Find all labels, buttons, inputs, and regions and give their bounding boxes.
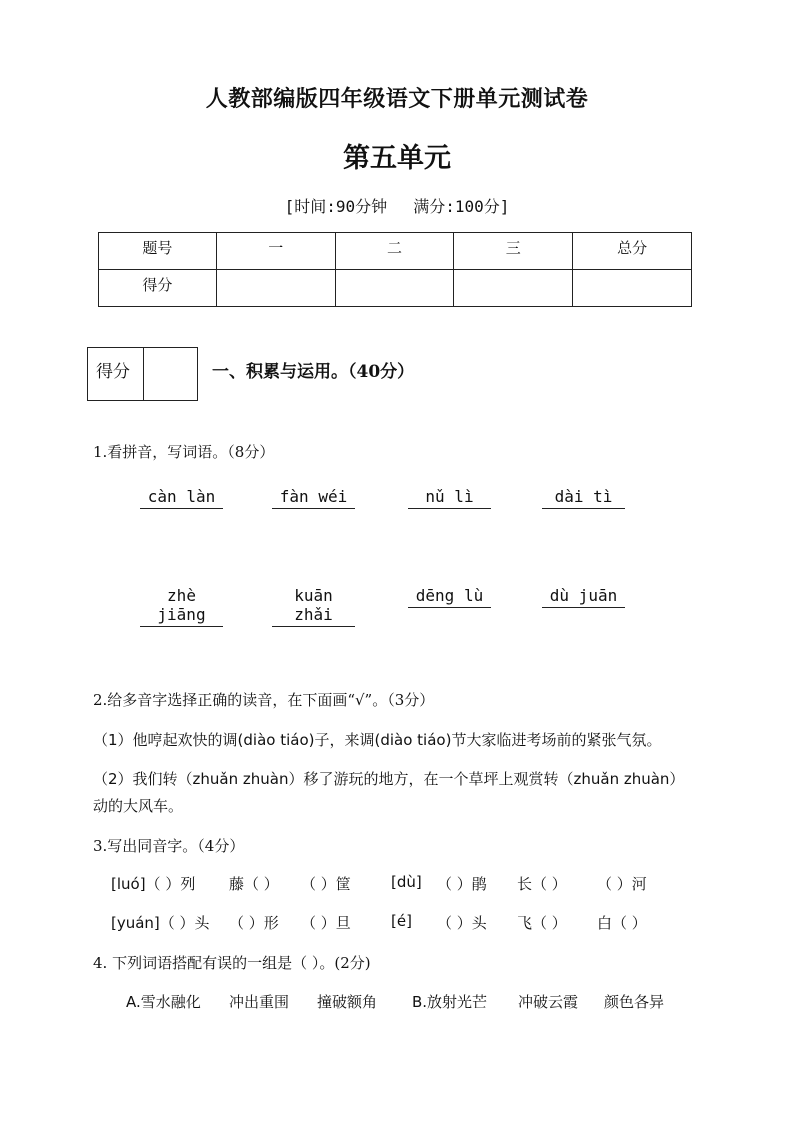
score-head-cell: 一 [216, 233, 335, 270]
exam-time: [时间:90分钟 [284, 197, 388, 216]
section-title: 一、积累与运用。（40分） [212, 362, 415, 382]
pinyin-blank[interactable]: zhè jiāng [140, 586, 223, 627]
unit-title: 第五单元 [343, 143, 451, 174]
section-score-box [87, 347, 198, 401]
full-score: 满分:100分] [413, 197, 510, 216]
score-row-label: 得分 [99, 270, 217, 307]
question-4-prompt: 4. 下列词语搭配有误的一组是（ ）。(2分) [93, 954, 371, 972]
option-b-word-3: 颜色各异 [604, 993, 665, 1011]
question-2-prompt: 2.给多音字选择正确的读音，在下面画“√”。（3分） [93, 691, 435, 709]
homophone-item: [luó]（ ）列 [111, 875, 196, 893]
score-table [98, 232, 692, 307]
question-2-sentence-1: （1）他哼起欢快的调(diào tiáo)子，来调(diào tiáo)节大家临进考场前的紧张气氛。 [93, 731, 662, 749]
score-table-head-row [99, 233, 692, 270]
pinyin-blank[interactable]: kuān zhǎi [272, 586, 355, 627]
pinyin-blank[interactable]: dù juān [542, 586, 625, 608]
time-and-score [0, 194, 794, 217]
pinyin-blank[interactable]: càn làn [140, 487, 223, 509]
homophone-item: （ ）筐 [301, 875, 351, 893]
option-a-word-3: 撞破额角 [317, 993, 378, 1011]
score-table-score-row [99, 270, 692, 307]
homophone-item: 藤（ ） [229, 875, 279, 893]
option-a-word-2: 冲出重围 [229, 993, 290, 1011]
homophone-item: 飞（ ） [517, 914, 567, 932]
homophone-item: （ ）头 [437, 914, 487, 932]
option-b-word-1: B.放射光芒 [412, 993, 488, 1011]
homophone-item: [dù] [391, 873, 422, 891]
question-3-prompt: 3.写出同音字。（4分） [93, 837, 245, 855]
homophone-item: （ ）鹃 [437, 875, 487, 893]
question-1-prompt: 1.看拼音，写词语。（8分） [93, 443, 275, 461]
homophone-item: 长（ ） [517, 875, 567, 893]
homophone-item: （ ）形 [229, 914, 279, 932]
score-cell-2[interactable] [335, 270, 454, 307]
score-cell-total[interactable] [573, 270, 692, 307]
score-head-cell: 二 [335, 233, 454, 270]
exam-title: 人教部编版四年级语文下册单元测试卷 [205, 86, 589, 112]
pinyin-blank[interactable]: dēng lù [408, 586, 491, 608]
score-cell-1[interactable] [216, 270, 335, 307]
pinyin-blank[interactable]: dài tì [542, 487, 625, 509]
option-a-word-1: A.雪水融化 [126, 993, 201, 1011]
score-head-cell: 题号 [99, 233, 217, 270]
homophone-item: [é] [391, 912, 412, 930]
pinyin-blank[interactable]: fàn wéi [272, 487, 355, 509]
score-head-cell: 总分 [573, 233, 692, 270]
pinyin-blank[interactable]: nǔ lì [408, 487, 491, 509]
option-b-word-2: 冲破云霞 [518, 993, 579, 1011]
score-cell-3[interactable] [454, 270, 573, 307]
question-2-sentence-2-cont: 动的大风车。 [93, 797, 184, 815]
homophone-item: 白（ ） [597, 914, 647, 932]
question-2-sentence-2: （2）我们转（zhuǎn zhuàn）移了游玩的地方，在一个草坪上观赏转（zhuǎn zhuàn） [93, 770, 685, 788]
section-score-label: 得分 [88, 348, 144, 400]
score-head-cell: 三 [454, 233, 573, 270]
homophone-item: （ ）旦 [301, 914, 351, 932]
homophone-item: [yuán]（ ）头 [111, 914, 210, 932]
homophone-item: （ ）河 [597, 875, 647, 893]
